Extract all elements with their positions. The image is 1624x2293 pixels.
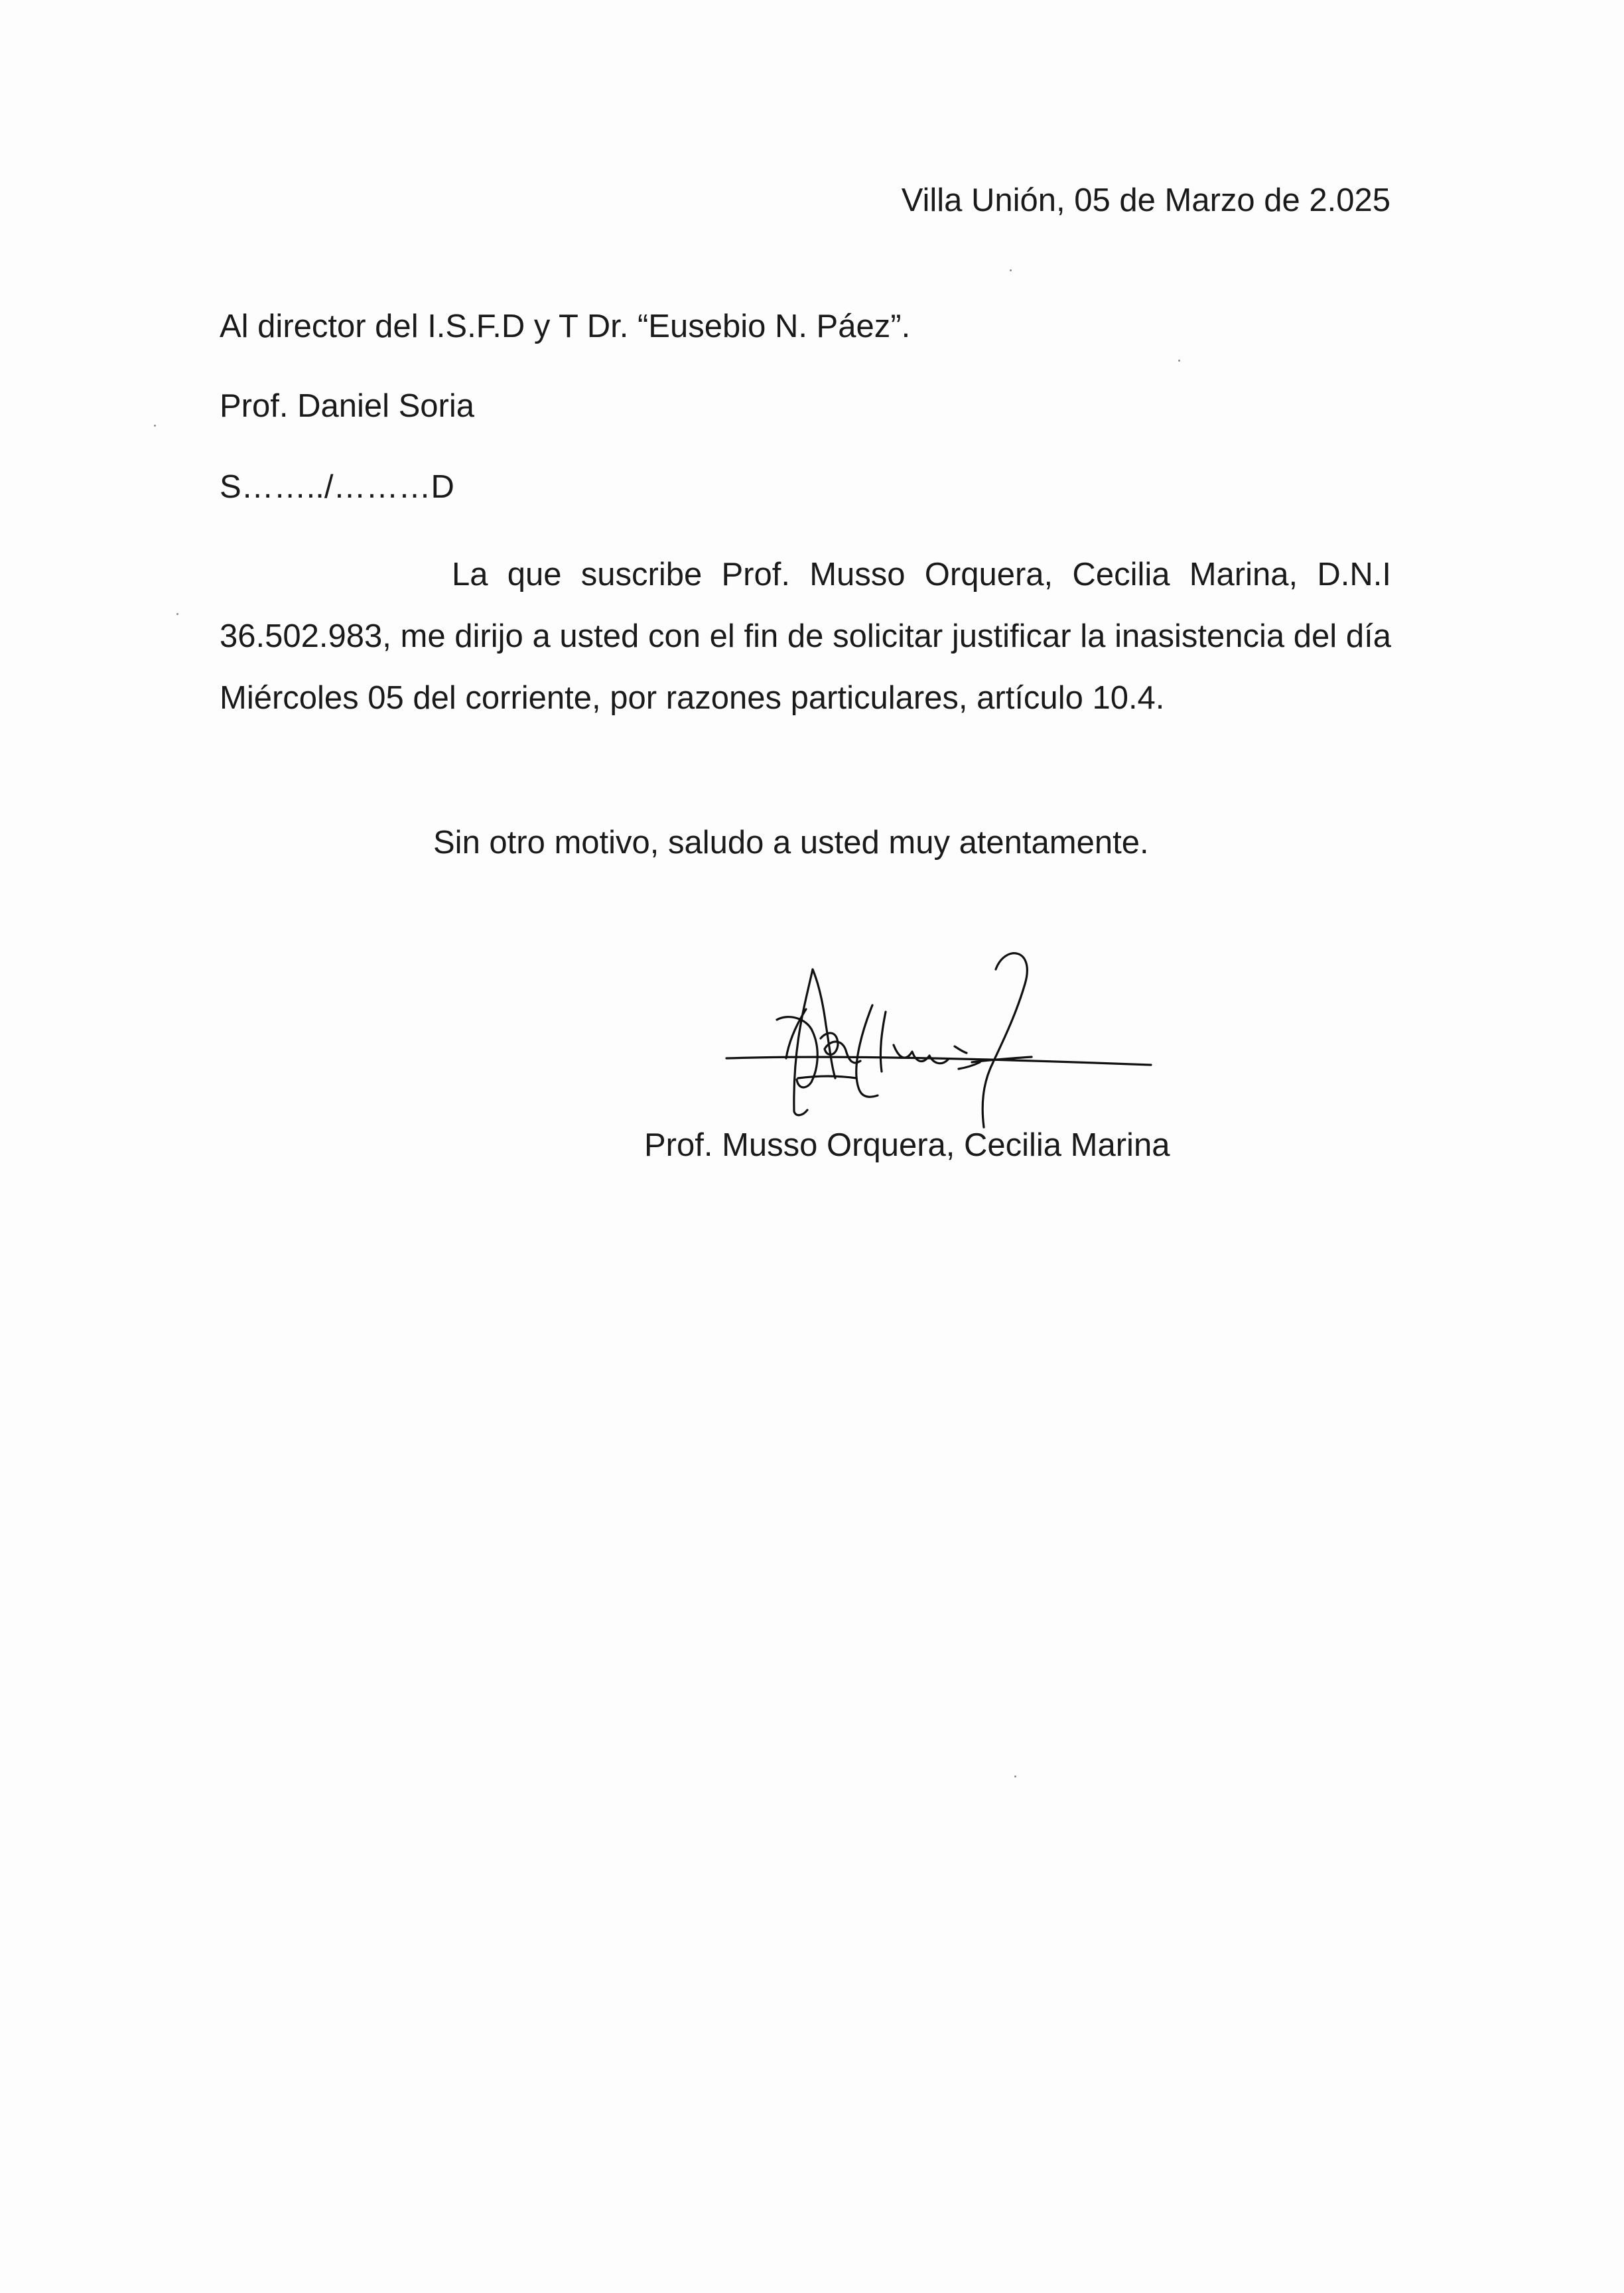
scan-speck [176,613,178,615]
closing-line: Sin otro motivo, saludo a usted muy atentamente. [433,825,1149,861]
scan-speck [1010,269,1012,271]
addressee-line: Al director del I.S.F.D y T Dr. “Eusebio N. Páez”. [220,309,911,344]
place-date: Villa Unión, 05 de Marzo de 2.025 [901,182,1390,218]
recipient-name: Prof. Daniel Soria [220,388,475,424]
letter-body: La que suscribe Prof. Musso Orquera, Cecilia Marina, D.N.I 36.502.983, me dirijo a usted con el fin de solicitar justificar la inasistencia del día Miércoles 05 del corriente, por razones particulares, artículo 10.4. [220,557,1391,716]
scan-speck [1178,360,1180,362]
handwritten-signature [720,945,1158,1131]
scan-speck [1014,1775,1016,1777]
scan-speck [154,425,156,427]
signer-name: Prof. Musso Orquera, Cecilia Marina [644,1127,1170,1163]
salutation-abbreviation: S……../………D [220,469,454,505]
